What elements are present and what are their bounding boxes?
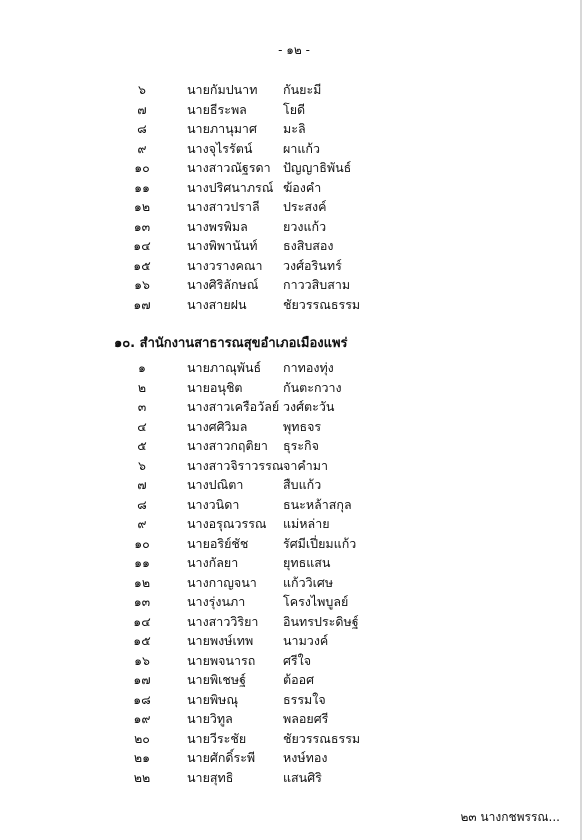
- person-name: นางศศิวิมล: [187, 418, 248, 434]
- person-name: นางสาวณัฐรดา: [187, 160, 271, 175]
- person-name: นางกาญจนา: [187, 574, 257, 590]
- person-surname: แก้ววิเศษ: [283, 574, 334, 590]
- person-name: นางสาวเครือวัลย์: [187, 399, 280, 414]
- item-number: ๘: [137, 496, 147, 512]
- person-surname: ชัยวรรณธรรม: [283, 730, 361, 746]
- list-item: [0, 378, 588, 398]
- list-item: [0, 119, 588, 139]
- item-number: ๑๑: [134, 179, 150, 195]
- item-number: ๑๒: [133, 574, 151, 590]
- person-name: นายศักดิ์ระพี: [187, 750, 256, 765]
- item-number: ๕: [137, 438, 147, 453]
- section-heading: ๑๐. สำนักงานสาธารณสุขอำเภอเมืองแพร่: [114, 336, 348, 351]
- list-item: [0, 748, 588, 768]
- item-number: ๑๑: [134, 555, 150, 570]
- item-number: ๒: [137, 379, 147, 395]
- item-number: ๔: [137, 418, 147, 434]
- item-number: ๑๒: [133, 199, 151, 214]
- list-item: [0, 573, 588, 593]
- person-surname: หงษ์ทอง: [283, 750, 328, 765]
- item-number: ๑๗: [133, 672, 151, 687]
- list-item: [0, 236, 588, 256]
- person-surname: ต้ออศ: [283, 672, 315, 687]
- item-number: ๘: [137, 121, 147, 136]
- person-surname: โครงไพบูลย์: [283, 594, 349, 609]
- item-number: ๑: [138, 360, 146, 375]
- list-item: [0, 690, 588, 710]
- item-number: ๑๐: [134, 160, 150, 175]
- item-number: ๙: [137, 516, 147, 531]
- person-name: นางวนิดา: [187, 496, 240, 512]
- person-surname: ธุระกิจ: [283, 438, 319, 453]
- item-number: ๒๐: [134, 730, 150, 746]
- person-surname: พลอยศรี: [283, 711, 329, 726]
- item-number: ๖: [138, 82, 146, 97]
- person-surname: สืบแก้ว: [283, 477, 322, 492]
- list-item: [0, 553, 588, 573]
- person-surname: อินทรประดิษฐ์: [283, 613, 359, 629]
- item-number: ๑๕: [133, 633, 151, 648]
- item-number: ๖: [138, 457, 146, 473]
- person-name: นายธีระพล: [187, 101, 247, 117]
- list-item: [0, 295, 588, 315]
- item-number: ๑๖: [134, 277, 150, 292]
- person-surname: กันตะกวาง: [283, 379, 342, 395]
- person-surname: กาววสิบสาม: [283, 277, 351, 292]
- list-item: [0, 475, 588, 495]
- person-name: นางสายฝน: [187, 296, 247, 312]
- person-name: นายภาณุพันธ์: [187, 360, 262, 375]
- person-name: นางวรางคณา: [187, 257, 263, 273]
- person-surname: ยวงแก้ว: [283, 218, 327, 234]
- person-surname: มะลิ: [283, 121, 306, 136]
- list-item: [0, 631, 588, 651]
- list-item: [0, 670, 588, 690]
- item-number: ๑๗: [133, 296, 151, 312]
- list-item: [0, 158, 588, 178]
- item-number: ๓: [137, 399, 147, 414]
- person-name: นายวิทูล: [187, 711, 233, 726]
- person-surname: ปัญญาธิพันธ์: [283, 160, 352, 175]
- list-item: [0, 592, 588, 612]
- person-surname: ยุทธแสน: [283, 555, 331, 570]
- person-name: นางสาวกฤติยา: [187, 438, 268, 453]
- list-item: [0, 768, 588, 788]
- person-surname: ฆ้องคำ: [283, 179, 322, 195]
- list-item: [0, 534, 588, 554]
- item-number: ๑๔: [133, 613, 151, 629]
- person-name: นายวีระชัย: [187, 730, 247, 746]
- list-item: [0, 709, 588, 729]
- list-item: [0, 80, 588, 100]
- list-item: [0, 139, 588, 159]
- list-item: [0, 178, 588, 198]
- list-item: [0, 436, 588, 456]
- item-number: ๑๙: [133, 711, 151, 726]
- person-surname: โยดี: [283, 101, 306, 117]
- list-item: [0, 100, 588, 120]
- list-item: [0, 651, 588, 671]
- list-item: [0, 612, 588, 632]
- person-surname: พุทธจร: [283, 418, 322, 434]
- list-item: [0, 514, 588, 534]
- list-item: [0, 256, 588, 276]
- person-name: นายอริย์ชัช: [187, 535, 249, 551]
- list-item: [0, 217, 588, 237]
- person-name: นายภานุมาศ: [187, 121, 257, 136]
- list-item: [0, 275, 588, 295]
- person-name: นางจุไรรัตน์: [187, 140, 253, 156]
- list-item: [0, 729, 588, 749]
- item-number: ๒๑: [133, 750, 151, 765]
- item-number: ๑๖: [134, 652, 150, 668]
- person-name: นางสาววิริยา: [187, 613, 259, 629]
- person-surname: ชัยวรรณธรรม: [283, 296, 361, 312]
- person-surname: ศรีใจ: [283, 652, 312, 668]
- item-number: ๑๘: [133, 691, 151, 707]
- person-name: นางพิพานันท์: [187, 238, 258, 253]
- list-item: [0, 495, 588, 515]
- item-number: ๗: [137, 477, 147, 492]
- item-number: ๒๒: [133, 769, 151, 785]
- person-name: นางปริศนาภรณ์: [187, 179, 274, 195]
- page-number: - ๑๒ -: [278, 43, 310, 57]
- person-name: นางรุ่งนภา: [187, 594, 246, 609]
- person-surname: รัศมีเปี่ยมแก้ว: [283, 535, 357, 551]
- item-number: ๑๔: [133, 238, 151, 253]
- person-name: นางสาวจิราวรรณ: [187, 457, 284, 473]
- person-surname: ธนะหล้าสกุล: [283, 496, 352, 512]
- person-name: นายกัมปนาท: [187, 82, 258, 97]
- person-surname: วงศ์อรินทร์: [283, 257, 342, 273]
- person-name: นายพงษ์เทพ: [187, 633, 254, 648]
- person-name: นายอนุชิต: [187, 379, 243, 395]
- list-item: [0, 397, 588, 417]
- person-surname: ธรรมใจ: [283, 691, 326, 707]
- item-number: ๗: [137, 101, 147, 117]
- person-name: นางอรุณวรรณ: [187, 516, 267, 531]
- person-surname: นามวงค์: [283, 633, 329, 648]
- item-number: ๑๓: [133, 594, 151, 609]
- person-name: นางปณิตา: [187, 477, 244, 492]
- person-surname: ธงสิบสอง: [283, 238, 334, 253]
- person-surname: กาทองทุ่ง: [283, 360, 334, 375]
- person-name: นางกัลยา: [187, 555, 239, 570]
- person-name: นายพิษณุ: [187, 691, 238, 707]
- item-number: ๙: [137, 140, 147, 156]
- person-surname: กันยะมี: [283, 82, 322, 97]
- person-name: นายพจนารถ: [187, 652, 256, 668]
- person-surname: วงศ์ตะวัน: [283, 399, 335, 414]
- item-number: ๑๐: [134, 535, 150, 551]
- person-name: นายสุทธิ: [187, 769, 234, 785]
- person-surname: แสนศิริ: [283, 769, 322, 785]
- person-surname: ผาแก้ว: [283, 140, 320, 156]
- person-surname: ประสงค์: [283, 199, 327, 214]
- list-item: [0, 456, 588, 476]
- person-name: นายพิเชษฐ์: [187, 672, 247, 687]
- person-name: นางศิริลักษณ์: [187, 277, 259, 292]
- list-item: [0, 358, 588, 378]
- footer-continuation: ๒๓ นางกชพรรณ...: [460, 810, 560, 824]
- item-number: ๑๕: [133, 257, 151, 273]
- person-name: นางสาวปราลี: [187, 199, 260, 214]
- person-surname: จาคำมา: [283, 457, 328, 473]
- person-name: นางพรพิมล: [187, 218, 248, 234]
- item-number: ๑๓: [133, 218, 151, 234]
- person-surname: แม่หล่าย: [283, 516, 330, 531]
- list-item: [0, 197, 588, 217]
- list-item: [0, 417, 588, 437]
